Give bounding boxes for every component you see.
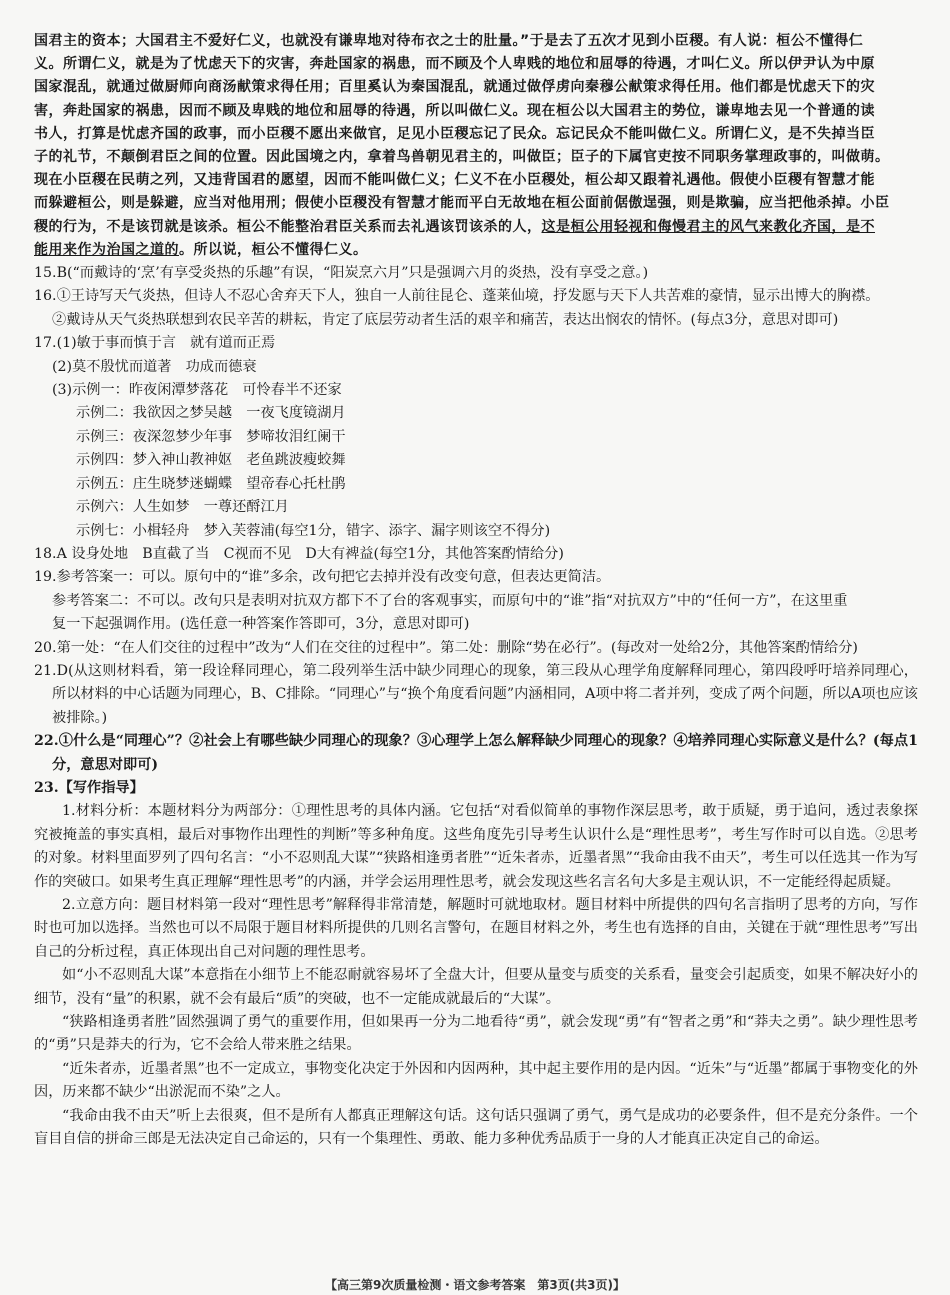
answer-17-part-3: (3)示例一：昨夜闲潭梦落花 可怜春半不还家 (52, 382, 342, 399)
answer-17-example: 示例五：庄生晓梦迷蝴蝶 望帝春心托杜鹃 (76, 475, 346, 492)
answer-17-example: 示例二：我欲因之梦吴越 一夜飞度镜湖月 (76, 405, 346, 422)
answer-17-part-1: 17.(1)敏于事而慎于言 就有道而正焉 (34, 335, 276, 352)
answer-18: 18.A 设身处地 B直截了当 C视而不见 D大有裨益(每空1分，其他答案酌情给分) (34, 545, 564, 562)
answer-23-heading: 23.【写作指导】 (34, 779, 144, 796)
translation-text: 稷的行为，不是该罚就是该杀。桓公不能整治君臣关系而去礼遇该罚该杀的人， (34, 218, 542, 235)
answer-17-example: 示例七：小楫轻舟 梦入芙蓉浦(每空1分，错字、添字、漏字则该空不得分) (76, 522, 551, 539)
translation-line: 现在小臣稷在民萌之列，又违背国君的愿望，因而不能叫做仁义；仁义不在小臣稷处，桓公却又跟着礼遇他。假使小臣稷有智慧才能 (34, 172, 875, 189)
answer-19-note: 复一下起强调作用。(选任意一种答案作答即可，3分，意思对即可) (52, 616, 470, 633)
translation-line: 子的礼节，不颠倒君臣之间的位置。因此国境之内，拿着鸟兽朝见君主的，叫做臣；臣子的下属官吏按不同职务掌理政事的，叫做萌。 (34, 149, 890, 166)
answer-19-option-2: 参考答案二：不可以。改句只是表明对抗双方都下不了台的客观事实，而原句中的“谁”指“对抗双方”中的“任何一方”，在这里重 (52, 592, 848, 609)
answer-17-part-2: (2)莫不殷忧而道著 功成而德衰 (52, 358, 257, 375)
answer-19-option-1: 19.参考答案一：可以。原句中的“谁”多余，改句把它去掉并没有改变句意，但表达更简洁。 (34, 569, 611, 586)
answer-15: 15.B(“而戴诗的‘烹’有享受炎热的乐趣”有误，“阳炭烹六月”只是强调六月的炎热，没有享受之意。) (34, 265, 649, 282)
translation-block (34, 30, 918, 262)
answer-17-example: 示例四：梦入神山教神妪 老鱼跳波瘦蛟舞 (76, 452, 346, 469)
translation-line: 而躲避桓公，则是躲避，应当对他用刑；假使小臣稷没有智慧才能而平白无故地在桓公面前倨傲逞强，则是欺骗，应当把他杀掉。小臣 (34, 195, 890, 212)
writing-guide-paragraph: 如“小不忍则乱大谋”本意指在小细节上不能忍耐就容易坏了全盘大计，但要从量变与质变的关系看，量变会引起质变，如果不解决好小的细节，没有“量”的积累，就不会有最后“质”的突破，也不一定能成就最后的“大谋”。 (34, 967, 918, 1007)
page-content (34, 30, 918, 1151)
translation-line: 义。所谓仁义，就是为了忧虑天下的灾害，奔赴国家的祸患，而不顾及个人卑贱的地位和屈辱的待遇，才叫仁义。所以伊尹认为中原 (34, 56, 875, 73)
translation-line: 国君主的资本；大国君主不爱好仁义，也就没有谦卑地对待布衣之士的肚量。”于是去了五次才见到小臣稷。有人说：桓公不懂得仁 (34, 33, 864, 49)
underlined-phrase: 能用来作为治国之道的 (34, 241, 179, 258)
answer-20: 20.第一处：“在人们交往的过程中”改为“人们在交往的过程中”。第二处：删除“势在必行”。(每改对一处给2分，其他答案酌情给分) (34, 639, 858, 656)
answer-16-point-1: 16.①王诗写天气炎热，但诗人不忍心舍弃天下人，独自一人前往昆仑、蓬莱仙境，抒发愿与天下人共苦难的豪情，显示出博大的胸襟。 (34, 288, 880, 305)
translation-line (34, 216, 918, 239)
answer-16-point-2: ②戴诗从天气炎热联想到农民辛苦的耕耘，肯定了底层劳动者生活的艰辛和痛苦，表达出悯农的情怀。(每点3分，意思对即可) (52, 311, 839, 328)
answer-17-example: 示例六：人生如梦 一尊还酹江月 (76, 499, 289, 516)
writing-guide-paragraph: “狭路相逢勇者胜”固然强调了勇气的重要作用，但如果再一分为二地看待“勇”，就会发现“勇”有“智者之勇”和“莽夫之勇”。缺少理性思考的“勇”只是莽夫的行为，它不会给人带来胜之结果。 (34, 1014, 918, 1054)
translation-line: 书人，打算是忧虑齐国的政事，而小臣稷不愿出来做官，足见小臣稷忘记了民众。忘记民众不能叫做仁义。所谓仁义，是不失掉当臣 (34, 125, 875, 142)
translation-line (34, 239, 918, 262)
translation-line: 国家混乱，就通过做厨师向商汤献策求得任用；百里奚认为秦国混乱，就通过做俘虏向秦穆公献策求得任用。他们都是忧虑天下的灾 (34, 79, 875, 96)
page-footer: 【高三第9次质量检测・语文参考答案 第3页(共3页)】 (324, 1278, 626, 1292)
underlined-phrase: 这是桓公用轻视和侮慢君主的风气来教化齐国，是不 (541, 218, 875, 235)
translation-line: 害，奔赴国家的祸患，因而不顾及卑贱的地位和屈辱的待遇，所以叫做仁义。现在桓公以大国君主的势位，谦卑地去见一个普通的读 (34, 102, 875, 119)
writing-guide-paragraph: 1.材料分析：本题材料分为两部分：①理性思考的具体内涵。它包括“对看似简单的事物作深层思考，敢于质疑，勇于追问，透过表象探究被掩盖的事实真相，最后对事物作出理性的判断”等多种角度。这些角度先引导考生认识什么是“理性思考”，考生写作时可以自选。②思考的对象。材料里面罗列了四句名言：“小不忍则乱大谋”“狭路相逢勇者胜”“近朱者赤，近墨者黑”“我命由我不由天”，考生可以任选其一作为写作的突破口。如果考生真正理解“理性思考”的内涵，并学会运用理性思考，就会发现这些名言名句大多是主观认识，不一定能经得起质疑。 (34, 803, 918, 890)
answer-22: 22.①什么是“同理心”？②社会上有哪些缺少同理心的现象？③心理学上怎么解释缺少同理心的现象？④培养同理心实际意义是什么？(每点1分，意思对即可) (34, 733, 918, 773)
writing-guide-paragraph: 2.立意方向：题目材料第一段对“理性思考”解释得非常清楚，解题时可就地取材。题目材料中所提供的四句名言指明了思考的方向，写作时也可加以选择。当然也可以不局限于题目材料所提供的几则名言警句，在题目材料之外，考生也有选择的自由，关键在于就“理性思考”写出自己的分析过程，真正体现出自己对问题的理性思考。 (34, 897, 918, 960)
writing-guide-paragraph: “我命由我不由天”听上去很爽，但不是所有人都真正理解这句话。这句话只强调了勇气，勇气是成功的必要条件，但不是充分条件。一个盲目自信的拼命三郎是无法决定自己命运的，只有一个集理性、勇敢、能力多种优秀品质于一身的人才能真正决定自己的命运。 (34, 1107, 918, 1148)
writing-guide-paragraph: “近朱者赤，近墨者黑”也不一定成立，事物变化决定于外因和内因两种，其中起主要作用的是内因。“近朱”与“近墨”都属于事物变化的外因，历来都不缺少“出淤泥而不染”之人。 (34, 1060, 918, 1101)
translation-text: 。所以说，桓公不懂得仁义。 (179, 241, 368, 258)
answer-21: 21.D(从这则材料看，第一段诠释同理心，第二段列举生活中缺少同理心的现象，第三段从心理学角度解释同理心，第四段呼吁培养同理心，所以材料的中心话题为同理心，B、C排除。“同理心”与“换个角度看问题”内涵相同，A项中将二者并列，变成了两个问题，所以A项也应该被排除。) (34, 662, 918, 726)
answer-17-example: 示例三：夜深忽梦少年事 梦啼妆泪红阑干 (76, 428, 346, 445)
